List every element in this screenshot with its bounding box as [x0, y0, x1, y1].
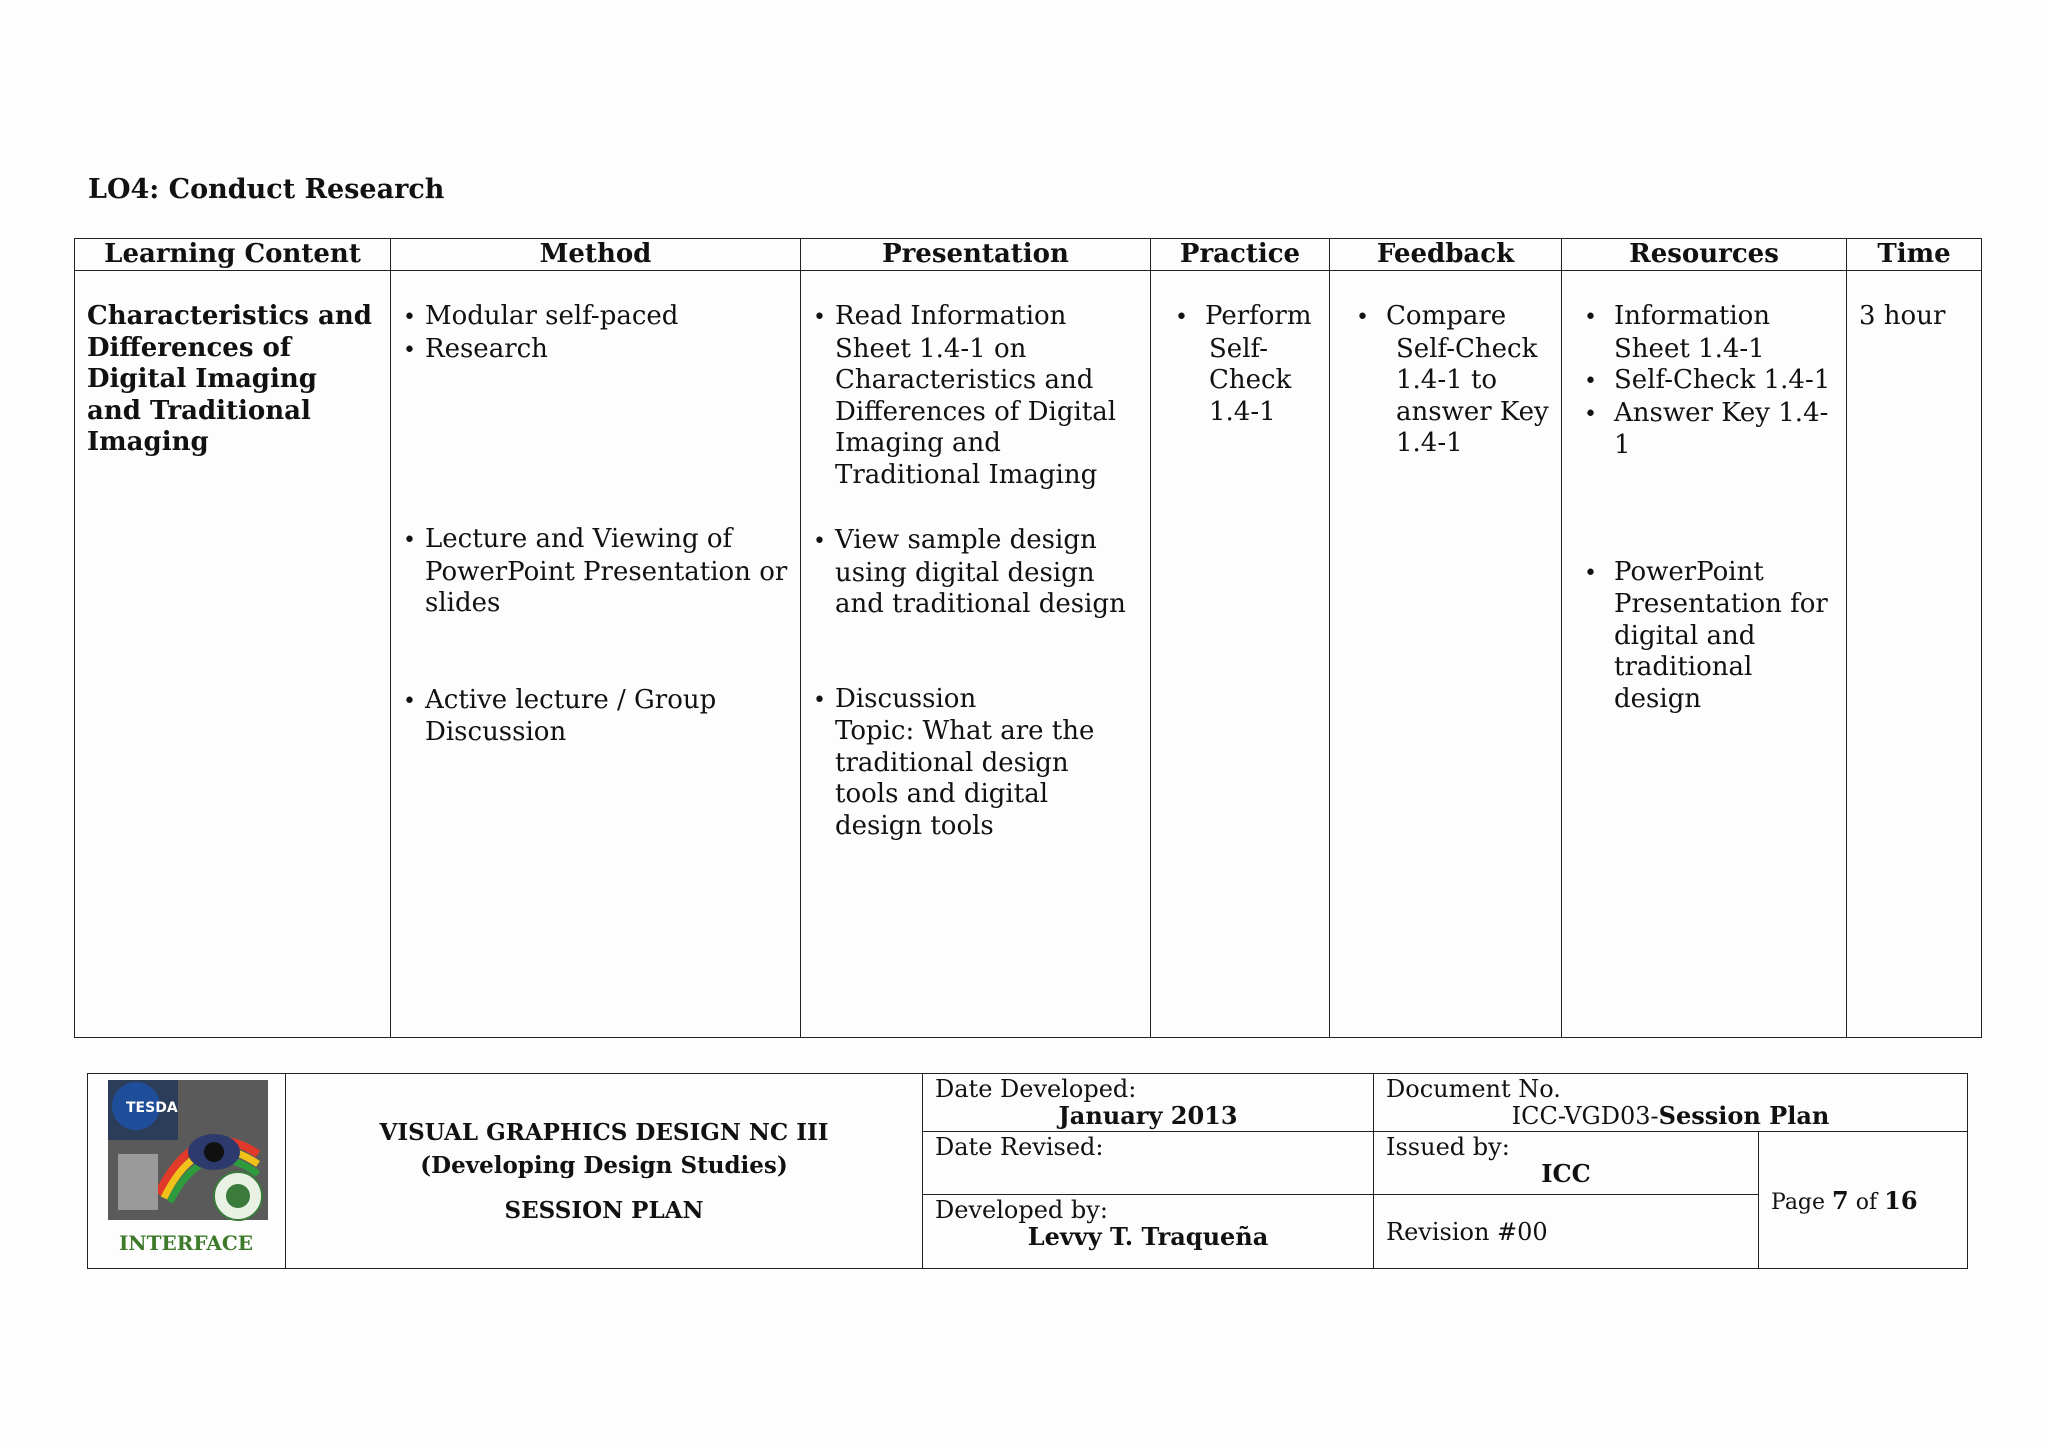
logo-bottom-text: INTERFACE [118, 1231, 254, 1255]
header-feedback: Feedback [1330, 239, 1562, 271]
institution-logo [88, 1074, 284, 1262]
document-no-cell [1374, 1074, 1968, 1132]
document-no-label: Document No. [1386, 1075, 1561, 1103]
footer-title-line3: SESSION PLAN [504, 1196, 704, 1224]
method-item: • Active lecture / Group Discussion [403, 685, 788, 749]
header-resources: Resources [1562, 239, 1847, 271]
date-developed-cell [923, 1074, 1374, 1132]
issued-by-value: ICC [1541, 1159, 1591, 1188]
page-current: 7 [1832, 1185, 1849, 1215]
method-item: • Lecture and Viewing of PowerPoint Presentation or slides [403, 524, 788, 620]
learning-content-text: Characteristics and Differences of Digital Imaging and Traditional Imaging [87, 301, 372, 457]
header-presentation: Presentation [801, 239, 1151, 271]
cell-method [391, 271, 801, 1038]
date-revised-label: Date Revised: [935, 1133, 1104, 1161]
document-no-value [1374, 1102, 1967, 1130]
page-number-cell [1759, 1132, 1968, 1269]
footer-title-line2: (Developing Design Studies) [420, 1151, 788, 1179]
cell-resources [1562, 271, 1847, 1038]
header-practice: Practice [1151, 239, 1330, 271]
page-of: of [1855, 1189, 1878, 1215]
date-developed-value: January 2013 [1058, 1101, 1238, 1130]
cell-presentation [801, 271, 1151, 1038]
cell-practice [1151, 271, 1330, 1038]
resource-item: • Self-Check 1.4-1 [1574, 365, 1834, 398]
presentation-item: • Read Information Sheet 1.4-1 on Characteristics and Differences of Digital Imaging and Traditional Imaging [813, 301, 1138, 491]
time-value: 3 hour [1859, 301, 1946, 331]
resource-item: • PowerPoint Presentation for digital and traditional design [1574, 557, 1834, 716]
revision-cell [1374, 1195, 1759, 1269]
page-total: 16 [1884, 1185, 1918, 1215]
header-learning-content: Learning Content [75, 239, 391, 271]
presentation-topic: Topic: What are the traditional design tools and digital design tools [835, 716, 1095, 841]
issued-by-cell [1374, 1132, 1759, 1195]
content-row [75, 271, 1982, 1038]
date-revised-cell [923, 1132, 1374, 1195]
document-footer [87, 1073, 1968, 1269]
footer-title-cell [286, 1074, 923, 1269]
footer-title-line1: VISUAL GRAPHICS DESIGN NC III [379, 1118, 829, 1146]
cell-learning-content [75, 271, 391, 1038]
presentation-item: • View sample design using digital design and traditional design [813, 525, 1138, 621]
cell-feedback [1330, 271, 1562, 1038]
developed-by-label: Developed by: [935, 1196, 1108, 1224]
logo-cell [88, 1074, 286, 1269]
developed-by-value: Levvy T. Traqueña [1027, 1222, 1269, 1251]
revision-value: Revision #00 [1386, 1217, 1548, 1246]
resource-item: • Answer Key 1.4-1 [1574, 398, 1834, 462]
method-item: • Research [403, 334, 788, 367]
practice-item: • Perform Self-Check 1.4-1 [1163, 301, 1317, 428]
header-method: Method [391, 239, 801, 271]
issued-by-label: Issued by: [1386, 1133, 1510, 1161]
presentation-item: • Discussion [813, 684, 1138, 717]
document-no-prefix: ICC-VGD03- [1511, 1102, 1659, 1130]
feedback-item: • Compare Self-Check 1.4-1 to answer Key 1.4-1 [1342, 301, 1549, 460]
developed-by-cell [923, 1195, 1374, 1269]
date-developed-label: Date Developed: [935, 1075, 1137, 1103]
logo-top-text: TESDA [126, 1100, 178, 1116]
document-no-suffix: Session Plan [1658, 1101, 1830, 1130]
cell-time [1847, 271, 1982, 1038]
header-time: Time [1847, 239, 1982, 271]
method-item: • Modular self-paced [403, 301, 788, 334]
resource-item: • Information Sheet 1.4-1 [1574, 301, 1834, 365]
page-word: Page [1771, 1189, 1826, 1215]
header-row [75, 239, 1982, 271]
session-plan-table [74, 238, 1982, 1038]
lo-title: LO4: Conduct Research [88, 174, 445, 205]
